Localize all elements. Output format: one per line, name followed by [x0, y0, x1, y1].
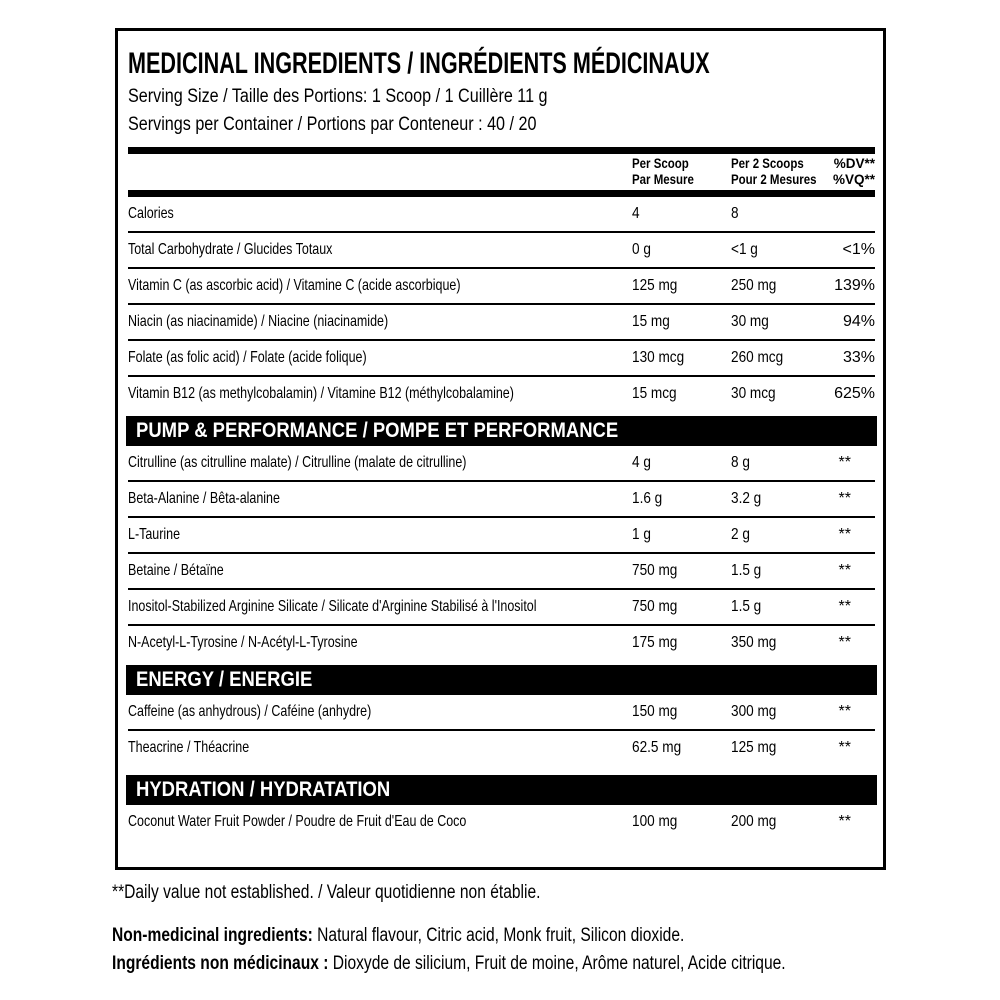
per-scoop-value: 150 mg	[632, 703, 678, 720]
non-medicinal-ingredients-line	[112, 925, 810, 947]
dv-value: <1%	[842, 241, 875, 258]
non-medicinal-items: Natural flavour, Citric acid, Monk fruit, Silicon dioxide.	[317, 925, 685, 946]
table-row-inositol-arginine-silicate	[128, 590, 875, 626]
daily-value-footnote-text: **Daily value not established. / Valeur quotidienne non établie.	[112, 882, 541, 903]
serving-size-line	[128, 83, 875, 111]
table-row-n-acetyl-l-tyrosine	[128, 626, 875, 660]
table-row-l-taurine	[128, 518, 875, 554]
panel-title-text: MEDICINAL INGREDIENTS / INGRÉDIENTS MÉDICINAUX	[128, 47, 710, 80]
daily-value-footnote	[112, 882, 635, 904]
dv-value: **	[838, 813, 851, 830]
per-scoop-value: 15 mcg	[632, 385, 677, 402]
dv-value: **	[838, 634, 851, 651]
per-2-scoops-value: <1 g	[731, 241, 758, 258]
per-scoop-value: 1.6 g	[632, 490, 663, 507]
serving-size-text: Serving Size / Taille des Portions: 1 Scoop / 1 Cuillère 11 g	[128, 86, 548, 107]
table-row-vitamin-b12	[128, 377, 875, 411]
dv-value: **	[838, 598, 851, 615]
dv-value: **	[838, 490, 851, 507]
per-2-scoops-value: 1.5 g	[731, 598, 762, 615]
per-scoop-value: 750 mg	[632, 598, 678, 615]
table-column-headers	[128, 154, 875, 190]
ingredient-name: Vitamin C (as ascorbic acid) / Vitamine C (acide ascorbique)	[128, 277, 461, 294]
section-header-hydration: HYDRATION / HYDRATATION	[126, 775, 877, 805]
ingredient-name: Niacin (as niacinamide) / Niacine (niacinamide)	[128, 313, 389, 330]
non-medicinal-ingredients-line-fr	[112, 953, 934, 975]
per-scoop-value: 4	[632, 205, 640, 222]
non-medicinal-items-fr: Dioxyde de silicium, Fruit de moine, Arôme naturel, Acide citrique.	[332, 953, 786, 974]
ingredient-name: Vitamin B12 (as methylcobalamin) / Vitamine B12 (méthylcobalamine)	[128, 385, 514, 402]
table-row-caffeine	[128, 695, 875, 731]
column-header-dv: %DV** %VQ**	[832, 156, 875, 187]
per-scoop-value: 15 mg	[632, 313, 670, 330]
ingredient-name: Inositol-Stabilized Arginine Silicate / Silicate d'Arginine Stabilisé à l'Inositol	[128, 598, 537, 615]
ingredient-name: Folate (as folic acid) / Folate (acide folique)	[128, 349, 367, 366]
ingredient-name: Caffeine (as anhydrous) / Caféine (anhydre)	[128, 703, 372, 720]
dv-value: **	[838, 526, 851, 543]
table-row-folate	[128, 341, 875, 377]
per-2-scoops-value: 1.5 g	[731, 562, 762, 579]
per-2-scoops-value: 200 mg	[731, 813, 777, 830]
table-row-coconut-water	[128, 805, 875, 839]
ingredient-name: Total Carbohydrate / Glucides Totaux	[128, 241, 333, 258]
per-scoop-value: 130 mcg	[632, 349, 685, 366]
non-medicinal-label-fr: Ingrédients non médicinaux :	[112, 953, 329, 974]
per-2-scoops-value: 30 mg	[731, 313, 769, 330]
ingredient-name: Coconut Water Fruit Powder / Poudre de Fruit d'Eau de Coco	[128, 813, 467, 830]
table-row-niacin	[128, 305, 875, 341]
per-scoop-value: 62.5 mg	[632, 739, 682, 756]
per-scoop-value: 1 g	[632, 526, 651, 543]
dv-value: 139%	[834, 277, 875, 294]
name-column-spacer	[128, 156, 632, 188]
dv-value: **	[838, 562, 851, 579]
per-2-scoops-value: 350 mg	[731, 634, 777, 651]
table-row-betaine	[128, 554, 875, 590]
section-header-pump-performance: PUMP & PERFORMANCE / POMPE ET PERFORMANCE	[126, 416, 877, 446]
per-2-scoops-value: 125 mg	[731, 739, 777, 756]
per-2-scoops-value: 8 g	[731, 454, 750, 471]
panel-title	[128, 47, 875, 81]
ingredient-name: N-Acetyl-L-Tyrosine / N-Acétyl-L-Tyrosine	[128, 634, 358, 651]
non-medicinal-label: Non-medicinal ingredients:	[112, 925, 313, 946]
per-scoop-value: 4 g	[632, 454, 651, 471]
ingredient-name: L-Taurine	[128, 526, 181, 543]
per-scoop-value: 100 mg	[632, 813, 678, 830]
medicinal-ingredients-panel	[115, 28, 886, 870]
dv-value: **	[838, 703, 851, 720]
dv-value: 625%	[834, 385, 875, 402]
dv-value: 94%	[842, 313, 875, 330]
per-2-scoops-value: 3.2 g	[731, 490, 762, 507]
table-row-calories	[128, 197, 875, 233]
per-2-scoops-value: 2 g	[731, 526, 750, 543]
table-row-beta-alanine	[128, 482, 875, 518]
per-2-scoops-value: 250 mg	[731, 277, 777, 294]
ingredient-name: Citrulline (as citrulline malate) / Citrulline (malate de citrulline)	[128, 454, 467, 471]
servings-per-container-text: Servings per Container / Portions par Conteneur : 40 / 20	[128, 114, 537, 135]
column-header-per-2-scoops: Per 2 Scoops Pour 2 Mesures	[731, 156, 817, 187]
dv-value: **	[838, 454, 851, 471]
table-row-theacrine	[128, 731, 875, 765]
section-header-energy: ENERGY / ENERGIE	[126, 665, 877, 695]
header-divider-bar-bottom	[128, 190, 875, 197]
per-scoop-value: 0 g	[632, 241, 651, 258]
per-scoop-value: 750 mg	[632, 562, 678, 579]
column-header-per-scoop: Per Scoop Par Mesure	[632, 156, 694, 187]
dv-value: **	[838, 739, 851, 756]
ingredient-name: Theacrine / Théacrine	[128, 739, 250, 756]
ingredient-name: Beta-Alanine / Bêta-alanine	[128, 490, 280, 507]
table-row-total-carbohydrate	[128, 233, 875, 269]
per-2-scoops-value: 8	[731, 205, 739, 222]
dv-value: 33%	[842, 349, 875, 366]
panel-content	[118, 31, 883, 839]
per-2-scoops-value: 30 mcg	[731, 385, 776, 402]
ingredient-name: Betaine / Bétaïne	[128, 562, 224, 579]
table-row-vitamin-c	[128, 269, 875, 305]
per-2-scoops-value: 260 mcg	[731, 349, 784, 366]
per-scoop-value: 125 mg	[632, 277, 678, 294]
table-row-citrulline	[128, 446, 875, 482]
per-2-scoops-value: 300 mg	[731, 703, 777, 720]
per-scoop-value: 175 mg	[632, 634, 678, 651]
servings-per-container-line	[128, 111, 875, 139]
ingredient-name: Calories	[128, 205, 174, 222]
header-divider-bar-top	[128, 147, 875, 154]
